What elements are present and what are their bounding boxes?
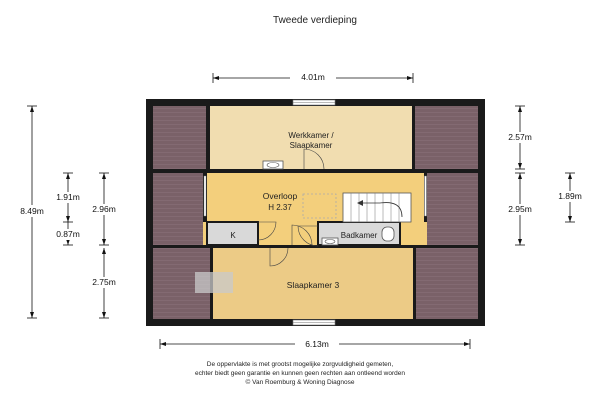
roof-slope-right-bottom xyxy=(413,248,478,319)
room-label-slaapkamer3: Slaapkamer 3 xyxy=(286,280,340,290)
room-label-badkamer: Badkamer xyxy=(340,231,378,240)
dimension-right-c-label: 1.89m xyxy=(558,191,582,201)
staircase xyxy=(343,193,411,222)
dimension-left-a-label: 1.91m xyxy=(56,192,80,202)
skylight xyxy=(195,272,233,293)
room-label-werkkamer-line1: Werkkamer / xyxy=(288,131,334,140)
room-label-overloop: Overloop xyxy=(262,191,298,201)
footer-line-3: © Van Roemburg & Woning Diagnose xyxy=(245,379,355,386)
dimension-bottom xyxy=(160,337,470,349)
dimension-top-label: 4.01m xyxy=(301,72,325,82)
room-label-kast: K xyxy=(230,231,236,240)
room-label-werkkamer-line2: Slaapkamer xyxy=(289,141,333,150)
dimension-top xyxy=(213,70,413,83)
footer-line-1: De oppervlakte is met grootst mogelijke zorgvuldigheid gemeten, xyxy=(206,361,394,368)
wall-werkkamer-overloop xyxy=(153,169,478,173)
dimension-right-outer xyxy=(553,173,587,222)
footer-line-2: echter biedt geen garantie en kunnen geen rechten aan ontleend worden xyxy=(195,370,405,377)
roof-slope-left-top xyxy=(153,106,206,169)
plan-title: Tweede verdieping xyxy=(273,15,357,26)
dimension-left-total xyxy=(14,106,50,318)
dimension-bottom-label: 6.13m xyxy=(305,339,329,349)
sink-bathroom xyxy=(322,238,338,245)
dimension-right-a-label: 2.57m xyxy=(508,132,532,142)
dimension-left-b-label: 0.87m xyxy=(56,229,80,239)
kneewall-werkkamer-right xyxy=(412,106,415,169)
roof-slope-right-top xyxy=(413,106,478,169)
kneewall-werkkamer-left xyxy=(206,106,210,169)
dimension-left-c-label: 2.96m xyxy=(92,204,116,214)
dimension-left-outer xyxy=(87,173,121,318)
dimension-right-b-label: 2.95m xyxy=(508,204,532,214)
wall-overloop-slaapkamer xyxy=(153,245,478,248)
dimension-right-inner xyxy=(503,106,537,245)
room-height-overloop: H 2.37 xyxy=(268,203,292,212)
dimension-left-total-label: 8.49m xyxy=(20,206,44,216)
kneewall-slaapkamer-right xyxy=(413,248,416,319)
dimension-left-d-label: 2.75m xyxy=(92,277,116,287)
window-overloop-left xyxy=(204,176,206,216)
toilet xyxy=(382,227,394,241)
dimension-left-inner xyxy=(52,173,85,245)
roof-slope-left-mid xyxy=(153,173,203,245)
roof-slope-right-mid xyxy=(427,173,478,245)
window-overloop-right xyxy=(425,176,427,216)
